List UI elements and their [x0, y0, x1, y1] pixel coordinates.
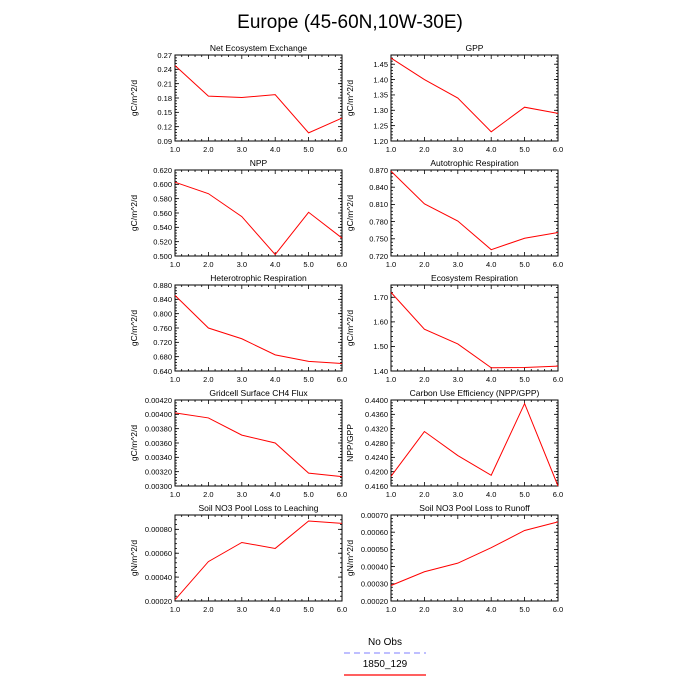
x-tick-label: 1.0: [385, 260, 397, 269]
plot-frame: [175, 170, 342, 256]
x-tick-label: 4.0: [485, 145, 497, 154]
y-tick-label: 0.870: [369, 165, 388, 175]
legend-label-no-obs: No Obs: [368, 637, 402, 648]
x-tick-label: 6.0: [336, 490, 348, 499]
panel-title: Net Ecosystem Exchange: [209, 43, 308, 53]
x-tick-label: 3.0: [452, 490, 464, 499]
y-tick-label: 0.580: [153, 194, 172, 204]
x-tick-label: 2.0: [419, 145, 430, 154]
x-tick-label: 2.0: [419, 260, 430, 269]
panel-title: Carbon Use Efficiency (NPP/GPP): [409, 388, 540, 398]
x-tick-label: 6.0: [336, 260, 348, 269]
x-tick-label: 5.0: [303, 260, 314, 269]
y-tick-label: 1.40: [373, 366, 388, 376]
series-line-1850_129: [391, 292, 558, 367]
y-axis-label: gN/m^2/d: [345, 539, 355, 577]
y-tick-label: 1.20: [373, 136, 388, 146]
x-tick-label: 4.0: [485, 375, 497, 384]
x-tick-label: 5.0: [303, 145, 314, 154]
x-tick-label: 3.0: [236, 145, 248, 154]
y-tick-label: 0.18: [157, 93, 172, 103]
x-tick-label: 5.0: [303, 375, 314, 384]
series-line-1850_129: [175, 66, 342, 133]
x-tick-label: 3.0: [236, 260, 248, 269]
x-tick-label: 2.0: [203, 605, 214, 614]
y-tick-label: 0.720: [153, 338, 172, 348]
panel-title: Soil NO3 Pool Loss to Leaching: [198, 503, 319, 513]
x-tick-label: 1.0: [169, 260, 181, 269]
x-tick-label: 6.0: [552, 375, 564, 384]
plot-frame: [391, 285, 558, 371]
y-axis-label: gC/m^2/d: [345, 79, 355, 117]
x-tick-label: 4.0: [269, 490, 281, 499]
series-line-1850_129: [391, 522, 558, 586]
y-tick-label: 0.27: [157, 50, 172, 60]
panel-title: Gridcell Surface CH4 Flux: [209, 388, 308, 398]
plot-frame: [175, 285, 342, 371]
x-tick-label: 1.0: [169, 490, 181, 499]
panel-2: [345, 43, 563, 154]
y-tick-label: 0.00040: [144, 572, 172, 582]
x-tick-label: 4.0: [485, 605, 497, 614]
plot-frame: [175, 55, 342, 141]
y-tick-label: 0.00020: [360, 596, 388, 606]
panel-title: Ecosystem Respiration: [431, 273, 518, 283]
y-axis-label: gC/m^2/d: [345, 194, 355, 232]
series-line-1850_129: [391, 404, 558, 486]
y-tick-label: 0.4240: [365, 453, 388, 463]
y-axis-label: NPP/GPP: [345, 424, 355, 462]
x-tick-label: 4.0: [269, 605, 281, 614]
x-tick-label: 6.0: [552, 260, 564, 269]
x-tick-label: 1.0: [385, 605, 397, 614]
y-tick-label: 0.00340: [144, 453, 172, 463]
figure-title: Europe (45-60N,10W-30E): [237, 12, 463, 33]
x-tick-label: 2.0: [419, 490, 430, 499]
y-tick-label: 0.4400: [365, 395, 388, 405]
x-tick-label: 4.0: [269, 375, 281, 384]
y-tick-label: 0.4320: [365, 424, 388, 434]
panel-9: [129, 503, 347, 614]
y-tick-label: 0.680: [153, 352, 172, 362]
y-tick-label: 0.12: [157, 122, 172, 132]
y-tick-label: 0.00060: [144, 549, 172, 559]
y-tick-label: 0.640: [153, 366, 172, 376]
x-tick-label: 2.0: [419, 605, 430, 614]
panel-5: [129, 273, 347, 384]
y-tick-label: 0.720: [369, 251, 388, 261]
panel-title: GPP: [465, 43, 484, 53]
y-tick-label: 0.00020: [144, 596, 172, 606]
y-tick-label: 0.750: [369, 234, 388, 244]
y-tick-label: 1.30: [373, 106, 388, 116]
y-tick-label: 0.800: [153, 309, 172, 319]
y-tick-label: 0.00320: [144, 467, 172, 477]
x-tick-label: 2.0: [419, 375, 430, 384]
y-tick-label: 0.00060: [360, 528, 388, 537]
x-tick-label: 5.0: [303, 605, 314, 614]
y-tick-label: 0.00300: [144, 481, 172, 491]
x-tick-label: 4.0: [485, 490, 497, 499]
panels: [129, 43, 563, 614]
y-tick-label: 0.520: [153, 237, 172, 247]
y-tick-label: 0.00050: [360, 545, 388, 555]
plot-frame: [391, 170, 558, 256]
series-line-1850_129: [391, 171, 558, 250]
x-tick-label: 1.0: [169, 145, 181, 154]
y-tick-label: 0.00080: [144, 525, 172, 535]
series-line-1850_129: [175, 182, 342, 254]
y-tick-label: 1.50: [373, 342, 388, 352]
plot-frame: [175, 515, 342, 601]
y-tick-label: 1.40: [373, 75, 388, 85]
x-tick-label: 1.0: [385, 375, 397, 384]
y-axis-label: gC/m^2/d: [345, 309, 355, 347]
x-tick-label: 5.0: [519, 260, 530, 269]
y-tick-label: 0.600: [153, 180, 172, 190]
x-tick-label: 1.0: [169, 605, 181, 614]
x-tick-label: 5.0: [303, 490, 314, 499]
y-tick-label: 1.45: [373, 60, 388, 70]
x-tick-label: 6.0: [336, 605, 348, 614]
x-tick-label: 3.0: [452, 260, 464, 269]
panel-7: [129, 388, 347, 499]
y-tick-label: 0.760: [153, 323, 172, 333]
plot-frame: [175, 400, 342, 486]
x-tick-label: 4.0: [269, 145, 281, 154]
x-tick-label: 3.0: [236, 375, 248, 384]
panel-title: NPP: [249, 158, 268, 168]
panel-6: [345, 273, 563, 384]
y-tick-label: 0.00420: [144, 395, 172, 405]
y-tick-label: 0.21: [157, 79, 172, 89]
series-line-1850_129: [175, 295, 342, 363]
x-tick-label: 2.0: [203, 375, 214, 384]
x-tick-label: 2.0: [203, 145, 214, 154]
y-tick-label: 0.00030: [360, 579, 388, 589]
x-tick-label: 4.0: [485, 260, 497, 269]
x-tick-label: 5.0: [519, 145, 530, 154]
y-tick-label: 0.840: [369, 183, 388, 192]
y-tick-label: 0.09: [157, 136, 172, 146]
y-tick-label: 0.500: [153, 251, 172, 261]
x-tick-label: 2.0: [203, 260, 214, 269]
y-tick-label: 0.780: [369, 217, 388, 227]
y-tick-label: 0.4280: [365, 438, 388, 448]
panel-10: [345, 503, 563, 614]
series-line-1850_129: [175, 521, 342, 600]
y-tick-label: 1.60: [373, 317, 388, 327]
legend-label-1850-129: 1850_129: [362, 659, 408, 670]
y-axis-label: gN/m^2/d: [129, 539, 139, 577]
x-tick-label: 3.0: [452, 145, 464, 154]
y-tick-label: 0.00070: [360, 510, 388, 520]
series-line-1850_129: [175, 413, 342, 477]
plot-frame: [391, 55, 558, 141]
x-tick-label: 3.0: [236, 605, 248, 614]
y-tick-label: 0.810: [369, 200, 388, 210]
y-axis-label: gC/m^2/d: [129, 424, 139, 462]
panel-3: [129, 158, 347, 269]
y-tick-label: 0.00380: [144, 424, 172, 434]
x-tick-label: 5.0: [519, 375, 530, 384]
x-tick-label: 5.0: [519, 605, 530, 614]
panel-title: Autotrophic Respiration: [430, 158, 519, 168]
y-tick-label: 1.35: [373, 90, 388, 100]
y-tick-label: 0.620: [153, 165, 172, 175]
x-tick-label: 1.0: [169, 375, 181, 384]
x-tick-label: 2.0: [203, 490, 214, 499]
y-tick-label: 0.560: [153, 208, 172, 218]
y-tick-label: 1.25: [373, 121, 388, 131]
x-tick-label: 3.0: [236, 490, 248, 499]
y-tick-label: 0.4160: [365, 481, 388, 491]
panel-1: [129, 43, 347, 154]
y-tick-label: 0.880: [153, 280, 172, 290]
x-tick-label: 1.0: [385, 490, 397, 499]
x-tick-label: 6.0: [552, 605, 564, 614]
y-axis-label: gC/m^2/d: [129, 309, 139, 347]
x-tick-label: 6.0: [336, 375, 348, 384]
y-tick-label: 1.70: [373, 293, 388, 303]
x-tick-label: 6.0: [552, 145, 564, 154]
series-line-1850_129: [391, 58, 558, 132]
panel-title: Soil NO3 Pool Loss to Runoff: [419, 503, 530, 513]
x-tick-label: 1.0: [385, 145, 397, 154]
panel-4: [345, 158, 563, 269]
panel-title: Heterotrophic Respiration: [210, 273, 307, 283]
y-tick-label: 0.4200: [365, 467, 388, 477]
x-tick-label: 5.0: [519, 490, 530, 499]
y-tick-label: 0.00400: [144, 410, 172, 420]
x-tick-label: 6.0: [552, 490, 564, 499]
panel-8: [345, 388, 563, 499]
legend: [344, 637, 426, 675]
y-axis-label: gC/m^2/d: [129, 194, 139, 232]
y-tick-label: 0.15: [157, 108, 172, 118]
x-tick-label: 4.0: [269, 260, 281, 269]
y-tick-label: 0.540: [153, 223, 172, 233]
y-tick-label: 0.00040: [360, 562, 388, 572]
y-tick-label: 0.840: [153, 295, 172, 305]
x-tick-label: 6.0: [336, 145, 348, 154]
x-tick-label: 3.0: [452, 375, 464, 384]
y-tick-label: 0.00360: [144, 438, 172, 448]
x-tick-label: 3.0: [452, 605, 464, 614]
y-axis-label: gC/m^2/d: [129, 79, 139, 117]
y-tick-label: 0.24: [157, 65, 172, 75]
y-tick-label: 0.4360: [365, 410, 388, 420]
